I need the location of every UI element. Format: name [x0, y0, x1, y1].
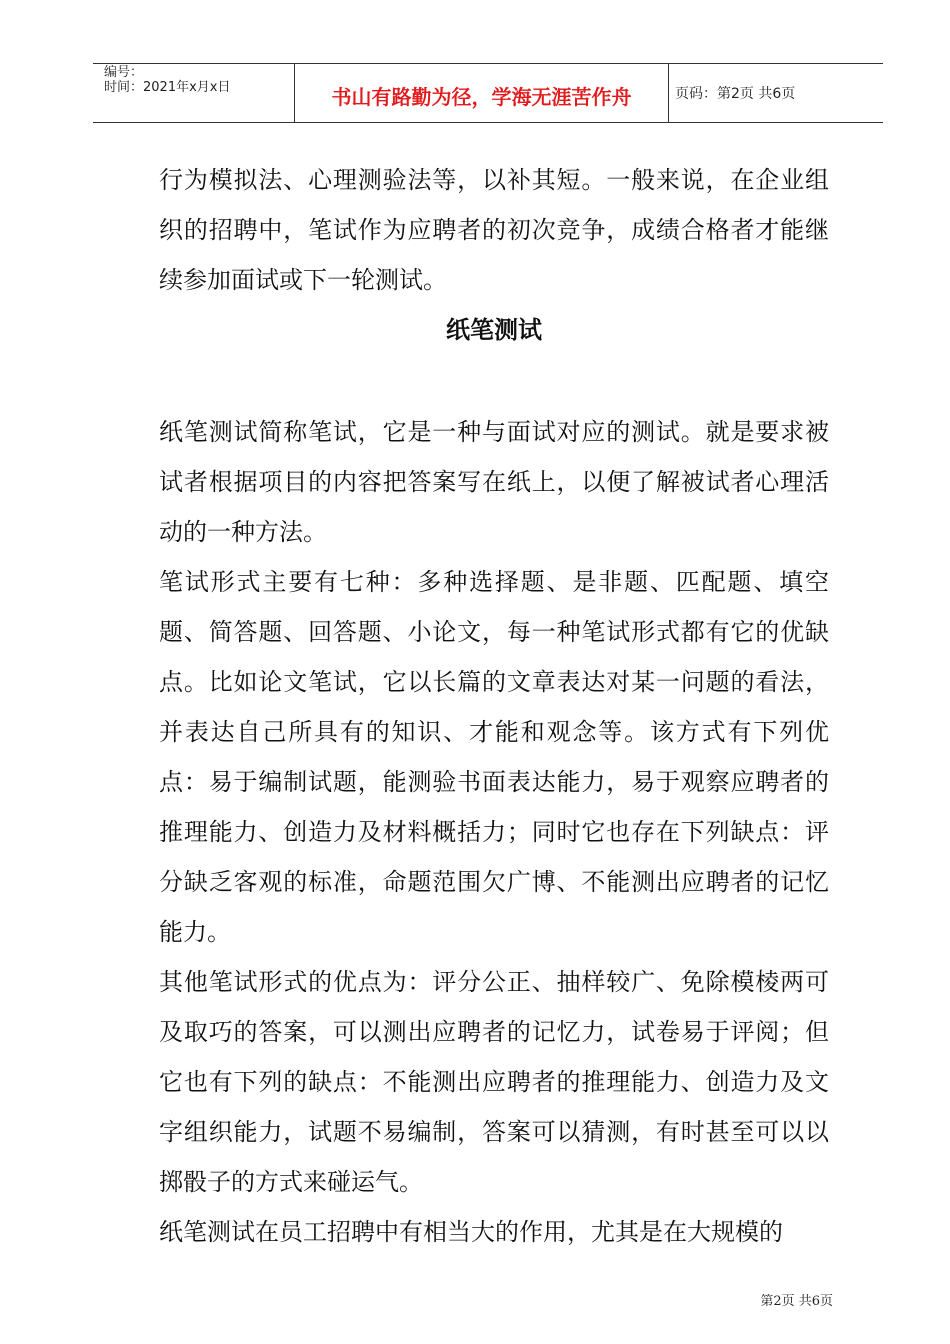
page-footer [760, 1290, 833, 1309]
blank-space [159, 355, 829, 407]
time-label: 时间：2021年x月x日 [104, 80, 231, 95]
paragraph-3: 笔试形式主要有七种：多种选择题、是非题、匹配题、填空题、简答题、回答题、小论文，每一种笔试形式都有它的优缺点。比如论文笔试，它以长篇的文章表达对某一问题的看法，并表达自己所具有的知识、才能和观念等。该方式有下列优点：易于编制试题，能测验书面表达能力，易于观察应聘者的推理能力、创造力及材料概括力；同时它也存在下列缺点：评分缺乏客观的标准，命题范围欠广博、不能测出应聘者的记忆能力。 [159, 568, 829, 946]
number-label: 编号： [104, 65, 144, 80]
document-body [159, 155, 829, 1257]
paragraph-2: 纸笔测试简称笔试，它是一种与面试对应的测试。就是要求被试者根据项目的内容把答案写在纸上，以便了解被试者心理活动的一种方法。 [159, 418, 829, 546]
motto: 书山有路勤为径，学海无涯苦作舟 [331, 84, 632, 109]
section-heading: 纸笔测试 [446, 316, 542, 344]
header-page-cell [669, 64, 883, 122]
header-meta [93, 64, 295, 122]
page-header [93, 63, 883, 123]
header-motto-cell [295, 64, 669, 122]
header-page-info: 页码：第2页 共6页 [675, 86, 796, 102]
paragraph-5: 纸笔测试在员工招聘中有相当大的作用，尤其是在大规模的 [159, 1218, 783, 1246]
paragraph-4: 其他笔试形式的优点为：评分公正、抽样较广、免除模棱两可及取巧的答案，可以测出应聘者的记忆力，试卷易于评阅；但它也有下列的缺点：不能测出应聘者的推理能力、创造力及文字组织能力，试题不易编制，答案可以猜测，有时甚至可以以掷骰子的方式来碰运气。 [159, 968, 829, 1196]
footer-page-info: 第2页 共6页 [760, 1294, 833, 1309]
paragraph-1: 行为模拟法、心理测验法等，以补其短。一般来说，在企业组织的招聘中，笔试作为应聘者的初次竞争，成绩合格者才能继续参加面试或下一轮测试。 [159, 166, 829, 294]
